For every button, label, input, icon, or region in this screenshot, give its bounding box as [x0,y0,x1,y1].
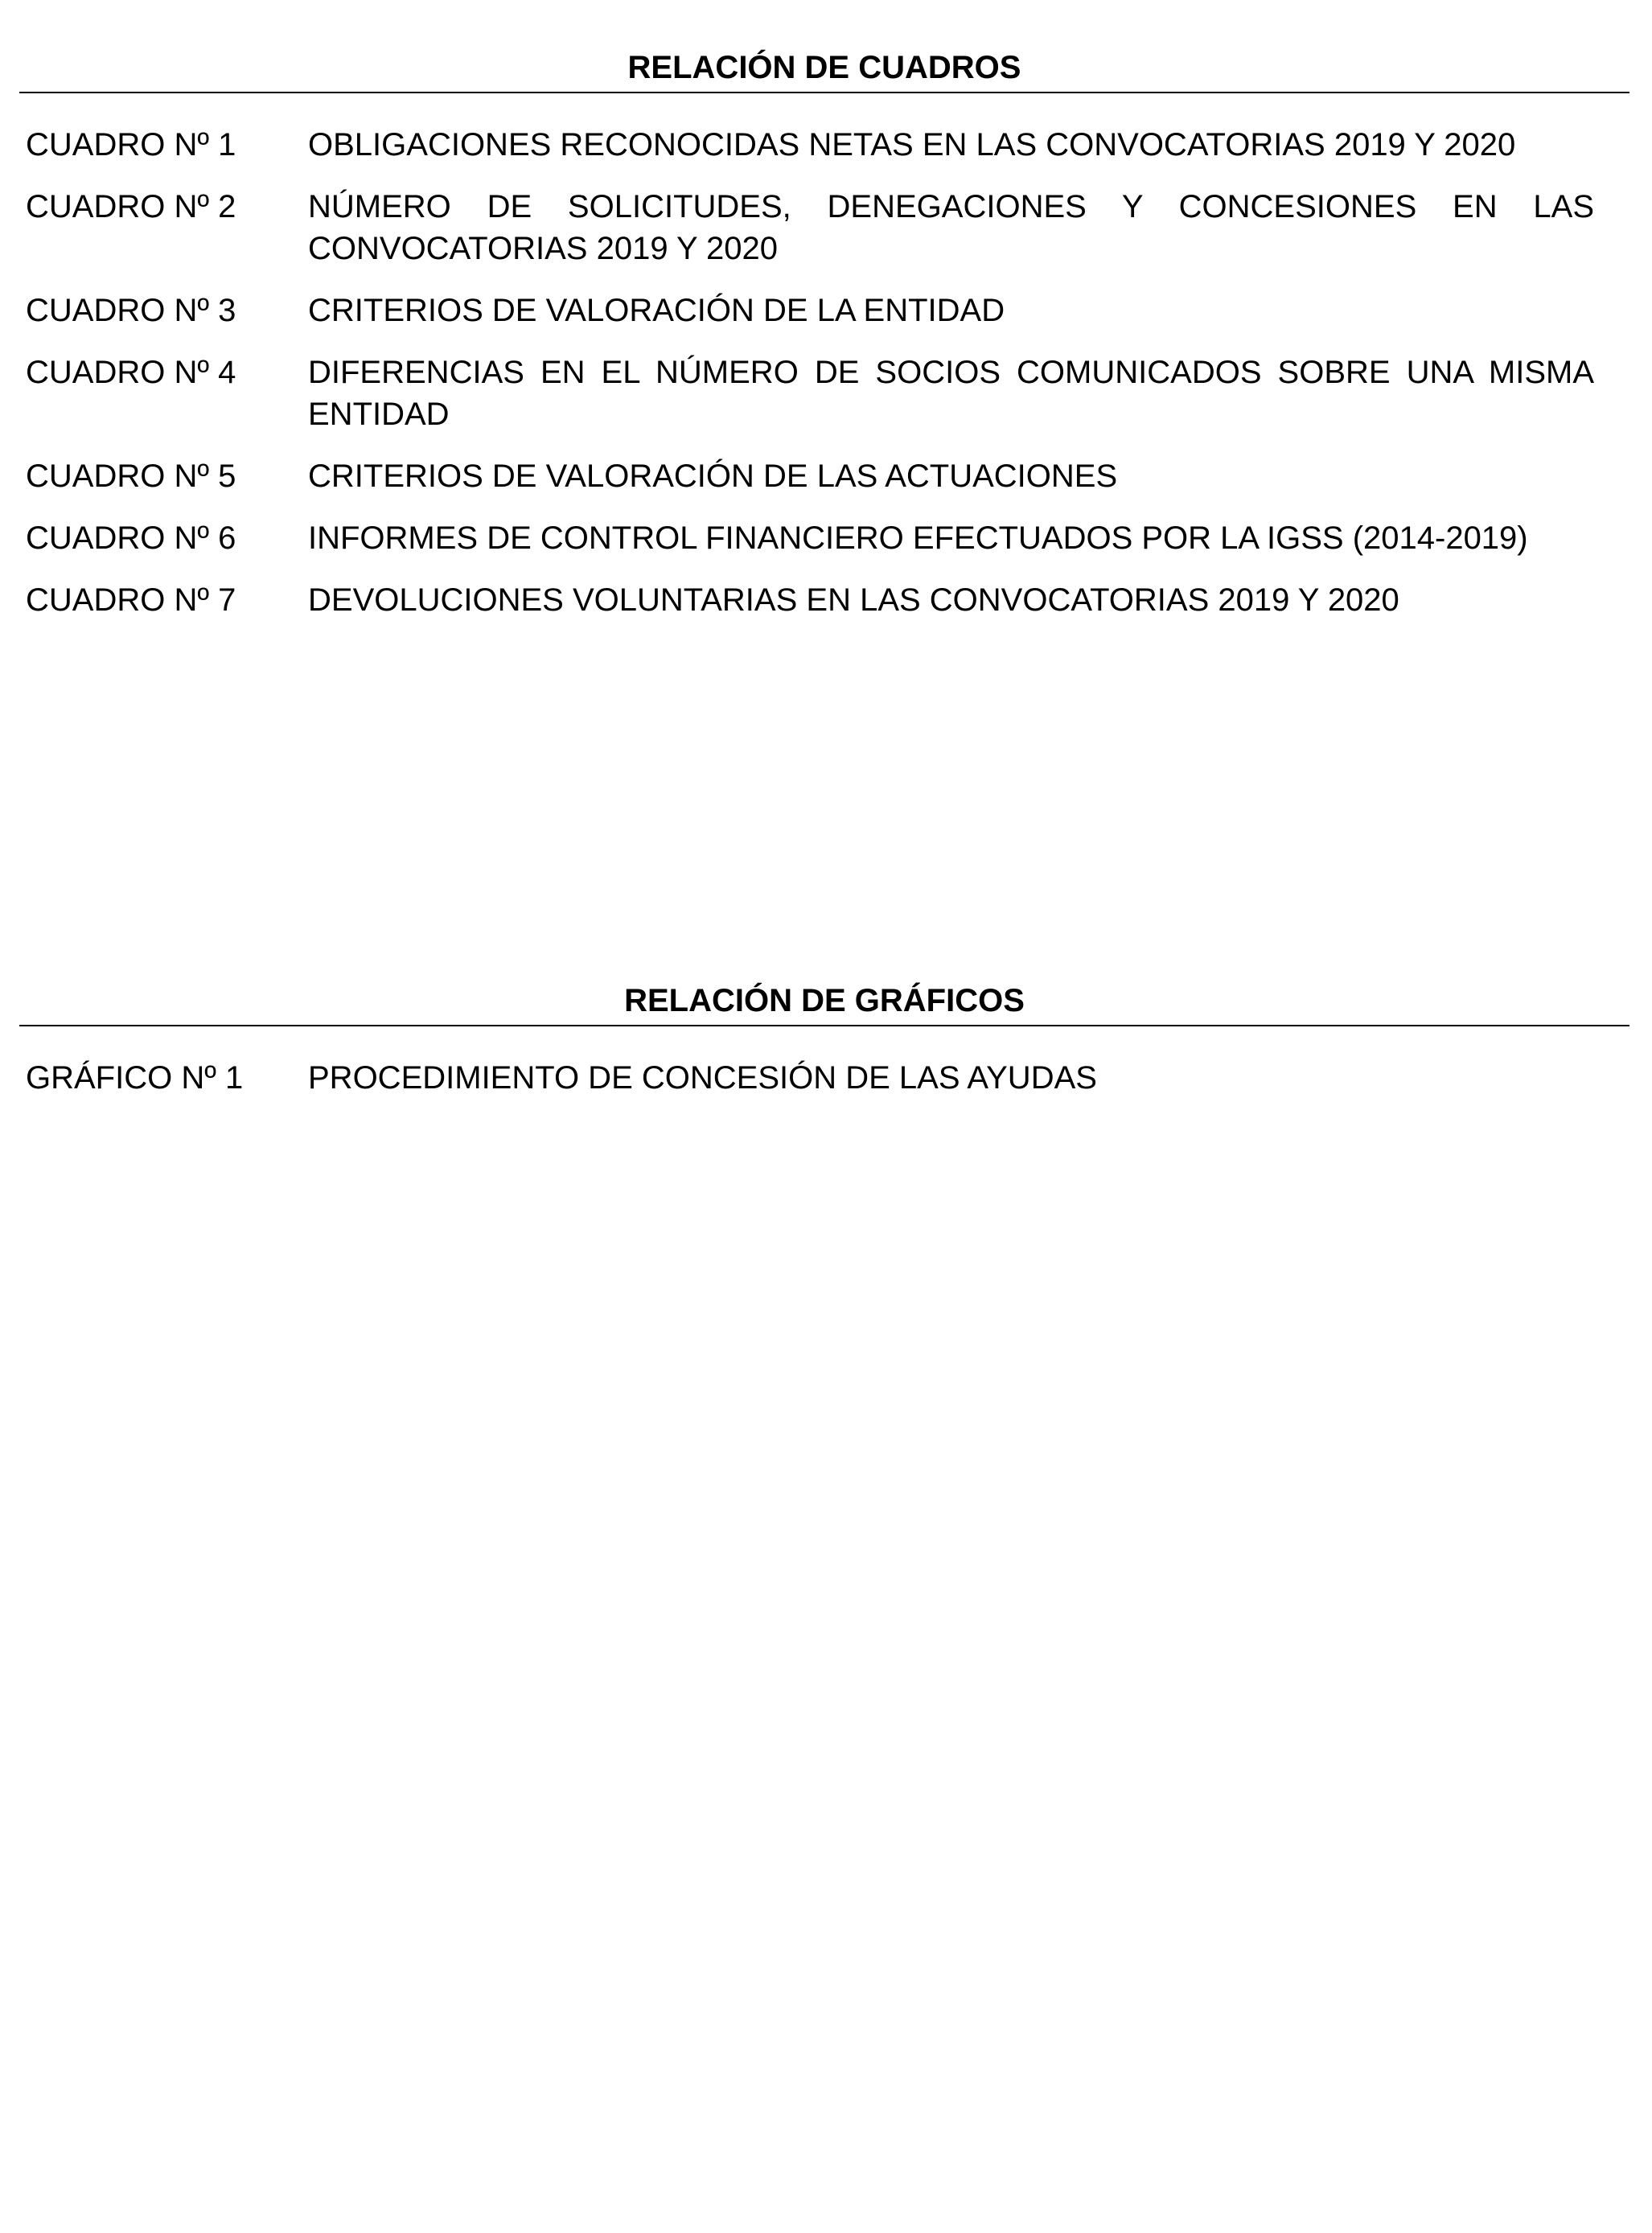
cuadro-entry-7 [26,579,1594,621]
cuadro-title: NÚMERO DE SOLICITUDES, DENEGACIONES Y CONCESIONES EN LAS CONVOCATORIAS 2019 Y 2020 [308,189,1594,266]
cuadro-entry-6 [26,517,1594,559]
cuadro-label: CUADRO Nº 2 [26,189,236,224]
cuadro-label: CUADRO Nº 7 [26,582,236,618]
cuadros-list [26,124,1594,621]
grafico-label: GRÁFICO Nº 1 [26,1060,244,1096]
cuadro-entry-4 [26,352,1594,435]
graficos-list [26,1057,1594,1099]
cuadro-entry-5 [26,455,1594,497]
graficos-heading: RELACIÓN DE GRÁFICOS [624,983,1025,1018]
cuadro-title: DIFERENCIAS EN EL NÚMERO DE SOCIOS COMUNICADOS SOBRE UNA MISMA ENTIDAD [308,355,1594,432]
cuadro-entry-2 [26,186,1594,269]
cuadro-label: CUADRO Nº 5 [26,459,236,494]
cuadro-label: CUADRO Nº 6 [26,520,236,556]
graficos-section [19,980,1629,1119]
cuadro-label: CUADRO Nº 1 [26,127,236,162]
grafico-entry-1 [26,1057,1594,1099]
cuadro-title: CRITERIOS DE VALORACIÓN DE LAS ACTUACIONES [308,459,1118,494]
cuadros-section [19,47,1629,641]
cuadro-label: CUADRO Nº 4 [26,355,236,390]
cuadro-entry-3 [26,290,1594,331]
graficos-divider [19,1025,1629,1026]
cuadros-divider [19,92,1629,93]
grafico-title: PROCEDIMIENTO DE CONCESIÓN DE LAS AYUDAS [308,1060,1097,1096]
cuadro-title: DEVOLUCIONES VOLUNTARIAS EN LAS CONVOCATORIAS 2019 Y 2020 [308,582,1399,618]
cuadro-entry-1 [26,124,1594,166]
cuadro-title: INFORMES DE CONTROL FINANCIERO EFECTUADOS POR LA IGSS (2014-2019) [308,520,1528,556]
cuadros-heading: RELACIÓN DE CUADROS [627,50,1021,85]
cuadro-title: CRITERIOS DE VALORACIÓN DE LA ENTIDAD [308,293,1005,328]
cuadro-title: OBLIGACIONES RECONOCIDAS NETAS EN LAS CONVOCATORIAS 2019 Y 2020 [308,127,1516,162]
cuadro-label: CUADRO Nº 3 [26,293,236,328]
